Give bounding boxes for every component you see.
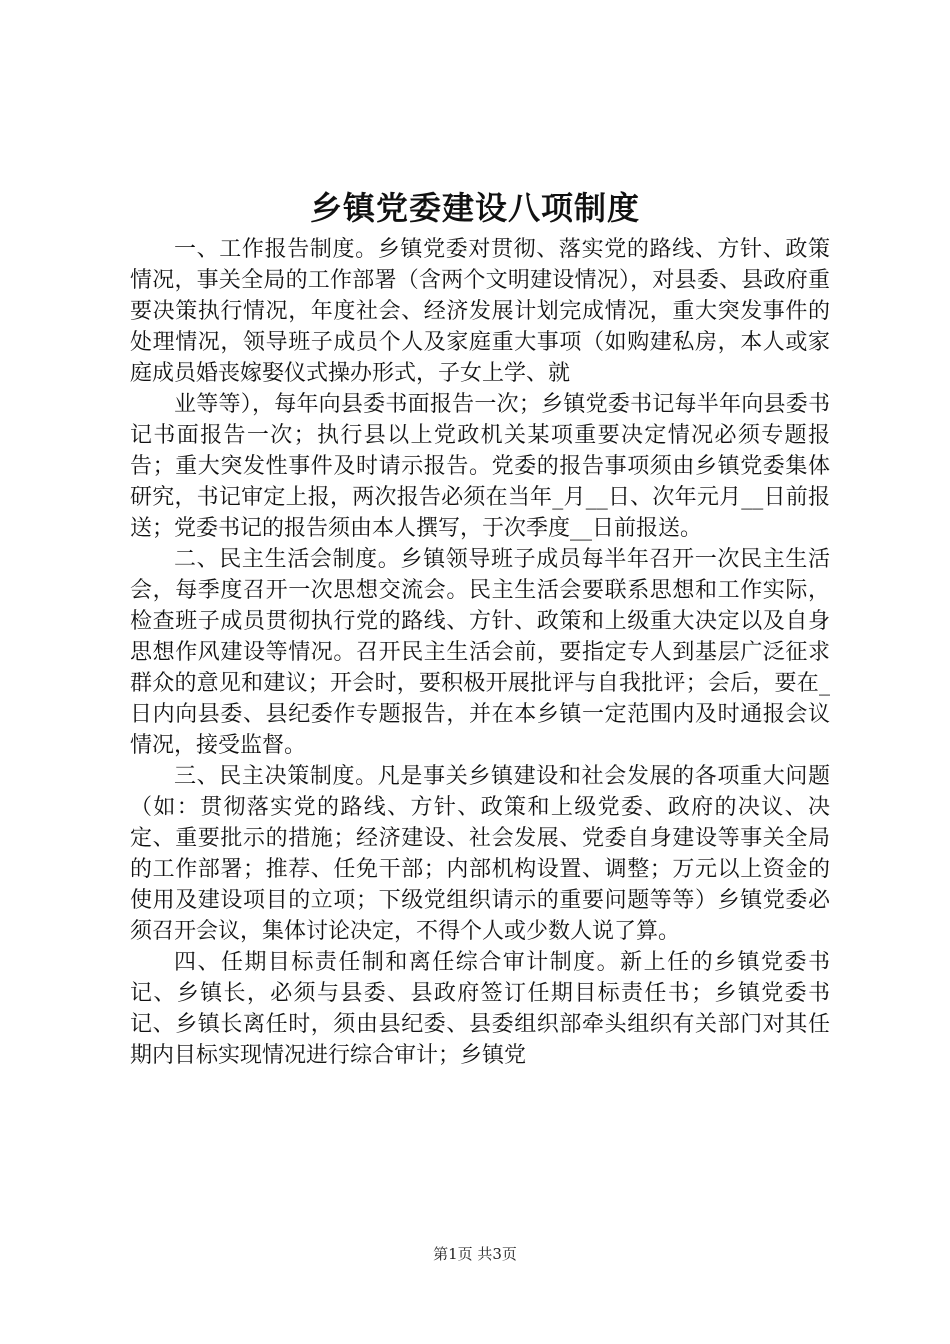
paragraph-1: 一、工作报告制度。乡镇党委对贯彻、落实党的路线、方针、政策情况，事关全局的工作部署（含两个文明建设情况），对县委、县政府重要决策执行情况，年度社会、经济发展计划完成情况，重大突发事件的处理情况，领导班子成员个人及家庭重大事项（如购建私房，本人或家庭成员婚丧嫁娶仪式操办形式，子女上学、就 <box>130 237 830 386</box>
document-title: 乡镇党委建设八项制度 <box>309 189 640 227</box>
paragraph-4: 三、民主决策制度。凡是事关乡镇建设和社会发展的各项重大问题（如：贯彻落实党的路线、方针、政策和上级党委、政府的决议、决定、重要批示的措施；经济建设、社会发展、党委自身建设等事关全局的工作部署；推荐、任免干部；内部机构设置、调整；万元以上资金的使用及建设项目的立项；下级党组织请示的重要问题等等）乡镇党委必须召开会议，集体讨论决定，不得个人或少数人说了算。 <box>130 764 830 944</box>
paragraph-5: 四、任期目标责任制和离任综合审计制度。新上任的乡镇党委书记、乡镇长，必须与县委、县政府签订任期目标责任书；乡镇党委书记、乡镇长离任时，须由县纪委、县委组织部牵头组织有关部门对其任期内目标实现情况进行综合审计；乡镇党 <box>130 950 830 1068</box>
page-footer: 第1页 共3页 <box>433 1245 517 1263</box>
document-body <box>130 234 830 1071</box>
paragraph-2: 业等等），每年向县委书面报告一次；乡镇党委书记每半年向县委书记书面报告一次；执行县以上党政机关某项重要决定情况必须专题报告；重大突发性事件及时请示报告。党委的报告事项须由乡镇党委集体研究，书记审定上报，两次报告必须在当年_月__日、次年元月__日前报送；党委书记的报告须由本人撰写，于次季度__日前报送。 <box>130 392 830 541</box>
paragraph-3: 二、民主生活会制度。乡镇领导班子成员每半年召开一次民主生活会，每季度召开一次思想交流会。民主生活会要联系思想和工作实际，检查班子成员贯彻执行党的路线、方针、政策和上级重大决定以及自身思想作风建设等情况。召开民主生活会前，要指定专人到基层广泛征求群众的意见和建议；开会时，要积极开展批评与自我批评；会后，要在_日内向县委、县纪委作专题报告，并在本乡镇一定范围内及时通报会议情况，接受监督。 <box>130 547 830 758</box>
